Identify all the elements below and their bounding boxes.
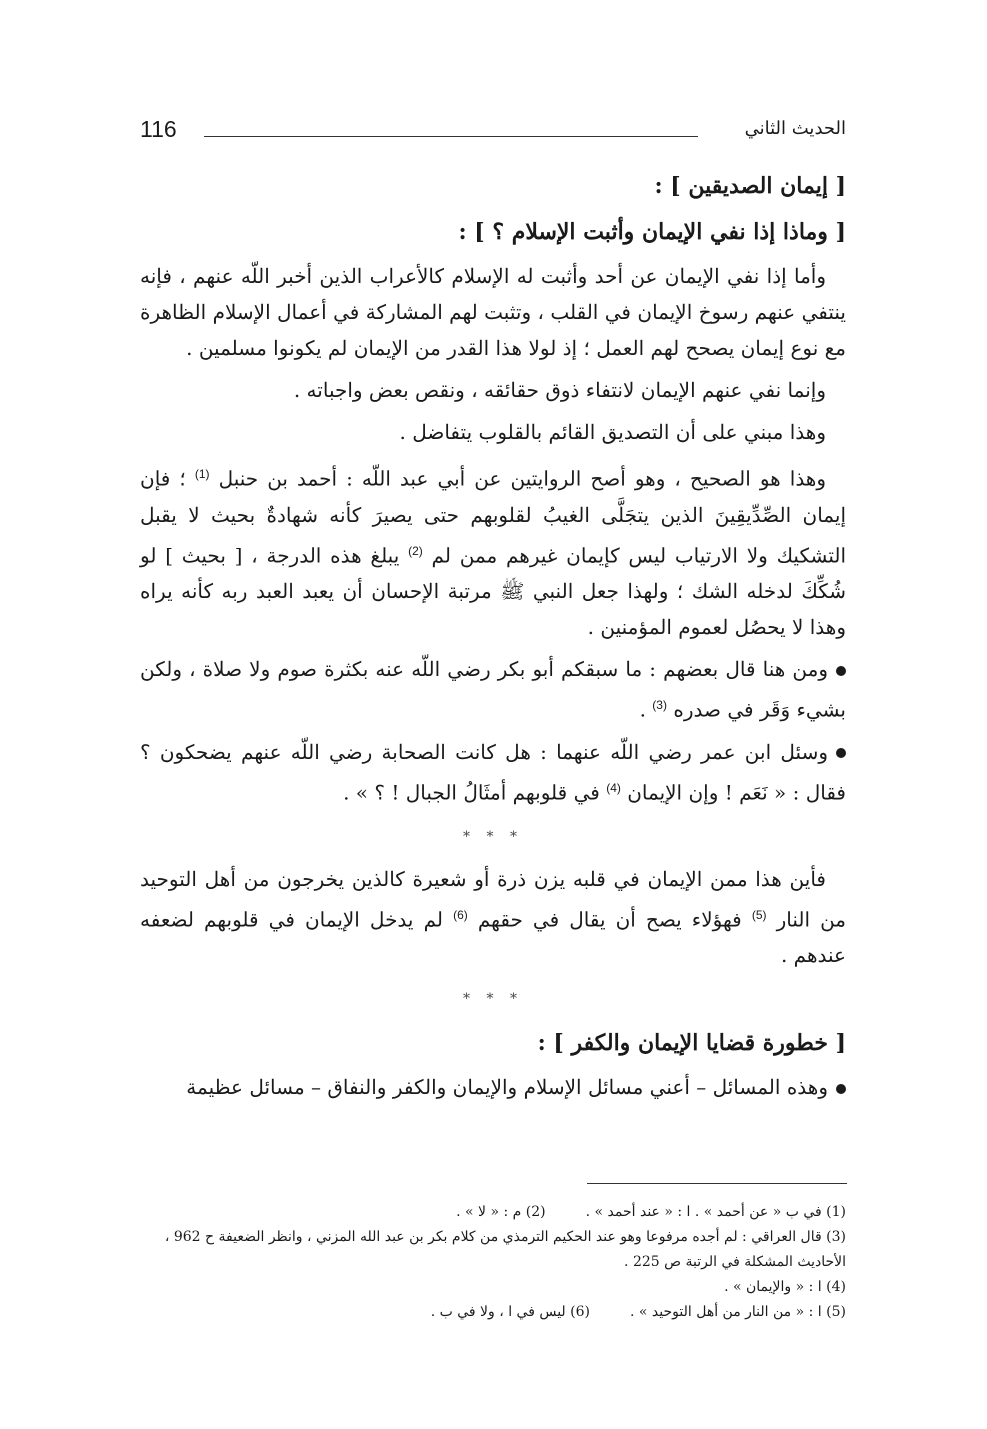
running-title: الحديث الثاني — [744, 118, 846, 139]
footnote-row — [140, 1275, 846, 1300]
footnote: (2) م : « لا » . — [456, 1204, 546, 1220]
page-header — [140, 112, 846, 152]
section-heading: [ إيمان الصديقين ] : — [654, 173, 846, 199]
page-number: 116 — [140, 116, 177, 142]
footnote: (1) في ب « عن أحمد » . ا : « عند أحمد » . — [585, 1204, 846, 1220]
paragraph: وهذا مبني على أن التصديق القائم بالقلوب يتفاضل . — [399, 420, 826, 444]
footnote-reference: (4) — [606, 780, 621, 795]
section-separator: * * * — [463, 828, 523, 845]
bullet-icon — [836, 748, 846, 758]
footnote: (3) قال العراقي : لم أجده مرفوعا وهو عند الحكيم الترمذي من كلام بكر بن عبد الله المزني ، وانظر الضعيفة ح 962 ، الأحاديث المشكلة في الرتبة ص 225 . — [164, 1229, 846, 1270]
footnote-row — [140, 1300, 846, 1325]
bullet-icon — [836, 666, 846, 676]
bullet-paragraph: وهذه المسائل – أعني مسائل الإسلام والإيمان والكفر والنفاق – مسائل عظيمة — [140, 1069, 846, 1105]
paragraph: وأما إذا نفي الإيمان عن أحد وأثبت له الإسلام كالأعراب الذين أخبر اللّه عنهم ، فإنه ينتفي عنهم رسوخ الإيمان في القلب ، وتثبت لهم المشاركة في أعمال الإسلام الظاهرة مع نوع إيمان يصحح لهم العمل ؛ إذ لولا هذا القدر من الإيمان لم يكونوا مسلمين . — [140, 264, 846, 360]
bullet-paragraph: وسئل ابن عمر رضي اللّه عنهما : هل كانت الصحابة رضي اللّه عنهم يضحكون ؟ فقال : « نَعَم ! وإن الإيمان $^{(4)}$ في قلوبهم أمثَالُ الجبال ! ؟ » . — [140, 739, 846, 805]
footnote: (6) ليس في ا ، ولا في ب . — [430, 1304, 591, 1320]
paragraph: فأين هذا ممن الإيمان في قلبه يزن ذرة أو شعيرة كالذين يخرجون من أهل التوحيد من النار $^{(5)}$ فهؤلاء يصح أن يقال في حقهم $^{(6)}$ لم يدخل الإيمان في قلوبهم لضعفه عندهم . — [140, 866, 847, 968]
footnote: (5) ا : « من النار من أهل التوحيد » . — [630, 1304, 846, 1320]
section-heading: [ وماذا إذا نفي الإيمان وأثبت الإسلام ؟ ] : — [458, 219, 846, 245]
paragraph: وهذا هو الصحيح ، وهو أصح الروايتين عن أبي عبد اللّه : أحمد بن حنبل $^{(1)}$ ؛ فإن إيمان الصِّدِّيقِينَ الذين يتجَلَّى الغيبُ لقلوبهم حتى يصيرَ كأنه شهادةٌ بحيث لا يقبل التشكيك ولا الارتياب ليس كإيمان غيرهم ممن لم $^{(2)}$ يبلغ هذه الدرجة ، [ بحيث ] لو شُكِّكَ لدخله الشك ؛ ولهذا جعل النبي ﷺ مرتبة الإحسان أن يعبد العبد ربه كأنه يراه وهذا لا يحصُل لعموم المؤمنين . — [140, 466, 847, 640]
footnote-reference: (6) — [453, 907, 468, 922]
footnote-row — [140, 1200, 846, 1225]
section-separator: * * * — [463, 991, 523, 1008]
bullet-paragraph: ومن هنا قال بعضهم : ما سبقكم أبو بكر رضي اللّه عنه بكثرة صوم ولا صلاة ، ولكن بشيء وَقَر في صدره $^{(3)}$ . — [140, 657, 846, 722]
section-heading: [ خطورة قضايا الإيمان والكفر ] : — [537, 1030, 846, 1057]
footnote-reference: (1) — [194, 467, 210, 481]
footnote: (4) ا : « والإيمان » . — [724, 1279, 846, 1295]
footnote-rule — [587, 1183, 847, 1184]
footnote-reference: (5) — [751, 907, 767, 922]
footnotes — [140, 1200, 846, 1325]
header-rule — [204, 136, 698, 137]
page-body — [140, 166, 846, 1111]
paragraph: وإنما نفي عنهم الإيمان لانتفاء ذوق حقائقه ، ونقص بعض واجباته . — [293, 378, 826, 402]
footnote-reference: (3) — [652, 698, 667, 713]
bullet-icon — [836, 1084, 846, 1094]
footnote-reference: (2) — [408, 543, 423, 558]
